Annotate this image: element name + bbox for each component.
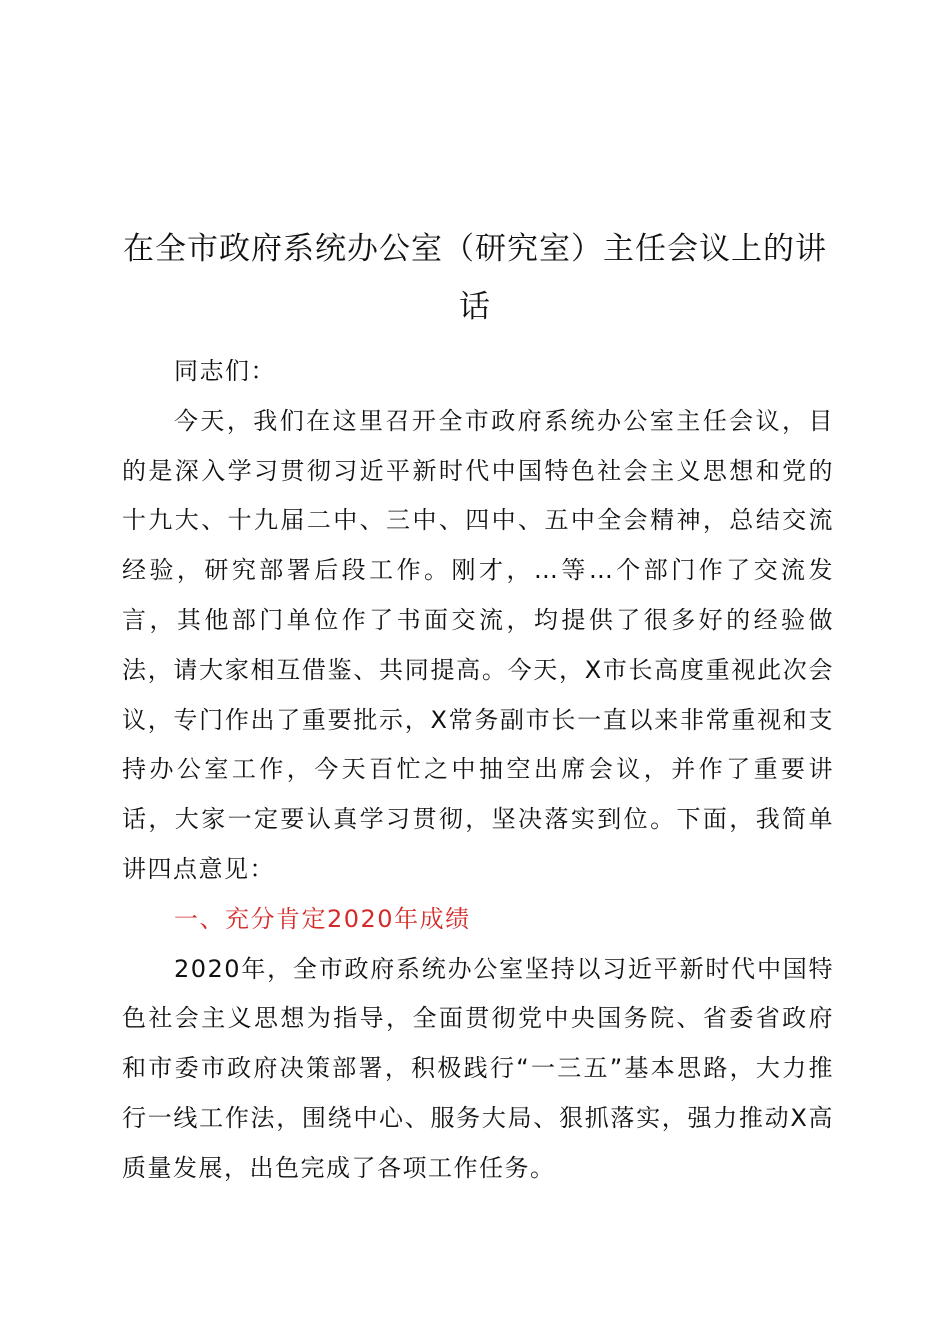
salutation: 同志们： <box>174 357 276 385</box>
document-body <box>122 347 834 1194</box>
document-title: 在全市政府系统办公室（研究室）主任会议上的讲话 <box>123 231 827 325</box>
section-heading-1: 一、充分肯定2020年成绩 <box>174 904 471 933</box>
paragraph-achievements: 2020年，全市政府系统办公室坚持以习近平新时代中国特色社会主义思想为指导，全面贯彻党中央国务院、省委省政府和市委市政府决策部署，积极践行“一三五”基本思路，大力推行一线工作法，围绕中心、服务大局、狠抓落实，强力推动X高质量发展，出色完成了各项工作任务。 <box>122 954 834 1182</box>
paragraph-intro: 今天，我们在这里召开全市政府系统办公室主任会议，目的是深入学习贯彻习近平新时代中国特色社会主义思想和党的十九大、十九届二中、三中、四中、五中全会精神，总结交流经验，研究部署后段工作。刚才，…等…个部门作了交流发言，其他部门单位作了书面交流，均提供了很多好的经验做法，请大家相互借鉴、共同提高。今天，X市长高度重视此次会议，专门作出了重要批示，X常务副市长一直以来非常重视和支持办公室工作，今天百忙之中抽空出席会议，并作了重要讲话，大家一定要认真学习贯彻，坚决落实到位。下面，我简单讲四点意见： <box>122 406 834 883</box>
